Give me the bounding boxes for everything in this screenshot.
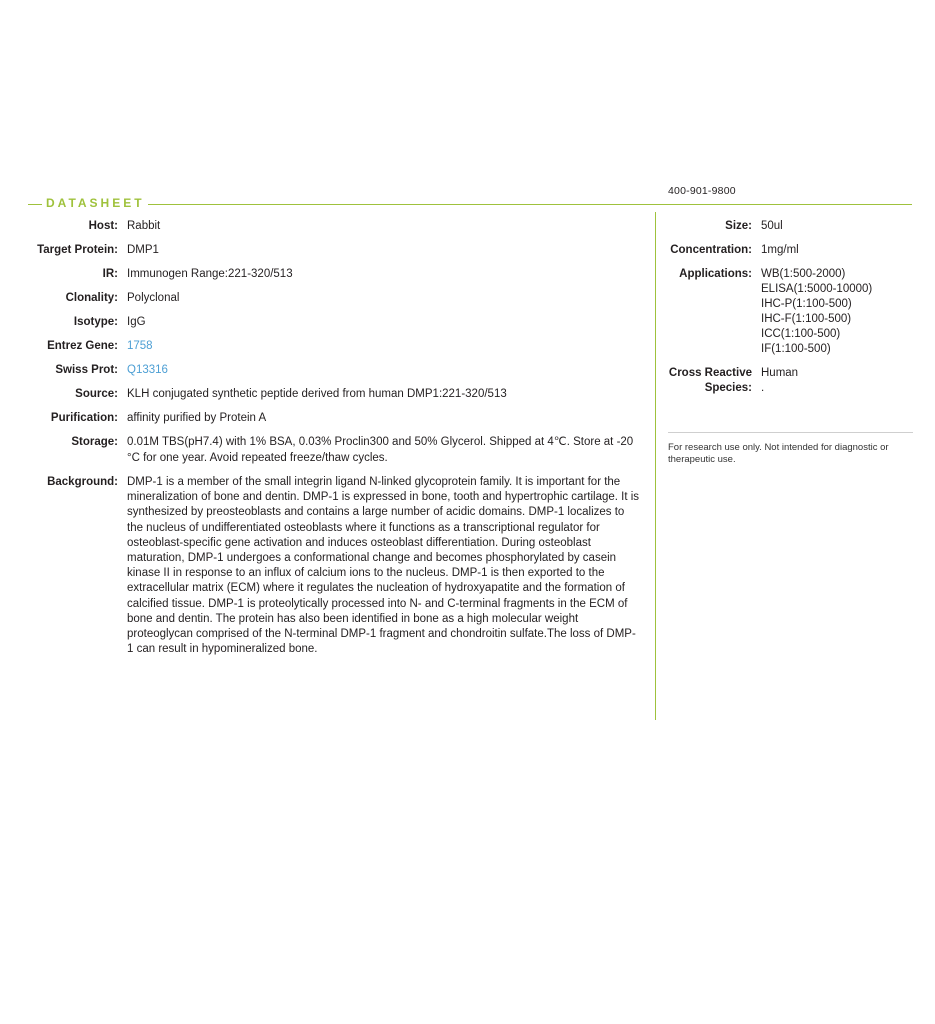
field-value: DMP-1 is a member of the small integrin ligand N-linked glycoprotein family. It is important for the mineralization of bone and dentin. DMP-1 is expressed in bone, tooth and hypertrophic cartilage. It is synthesized by preosteoblasts and contains a large number of acidic domains. DMP-1 localizes to the nucleus of undifferentiated osteoblasts where it functions as a transcriptional regulator for osteoblast-specific gene activation and induces osteoblast differentiation. During osteoblast maturation, DMP-1 undergoes a conformational change and becomes phosphorylated by casein kinase II in response to an influx of calcium ions to the nucleus. DMP-1 is then exported to the extracellular matrix (ECM) where it regulates the nucleation of hydroxyapatite and the formation of calcified tissue. DMP-1 is proteolytically processed into N- and C-terminal fragments in the ECM of bone and dentin. The protein has also been identified in bone as a high molecular weight proteoglycan comprised of the N-terminal DMP-1 fragment and chondroitin sulfate.The loss of DMP-1 can result in hypomineralized bone. [127, 476, 640, 656]
entrez-gene-link[interactable]: 1758 [127, 340, 153, 352]
field-label: Purification: [50, 412, 118, 424]
field-host [28, 219, 642, 234]
header-rule-right [148, 204, 912, 205]
field-label: Target Protein: [37, 244, 118, 256]
cross-reactive-label-line1: Cross Reactive [668, 367, 752, 379]
field-label: Source: [75, 388, 118, 400]
field-clonality [28, 291, 642, 306]
field-applications [660, 267, 928, 357]
field-swiss-prot [28, 363, 642, 378]
field-ir [28, 267, 642, 282]
left-specifications [28, 219, 642, 666]
field-value: IgG [127, 316, 146, 328]
field-value: 50ul [761, 220, 783, 232]
field-source [28, 387, 642, 402]
field-label: Swiss Prot: [55, 364, 118, 376]
field-concentration [660, 243, 928, 258]
field-value: DMP1 [127, 244, 159, 256]
field-size [660, 219, 928, 234]
field-label: Storage: [71, 436, 118, 448]
field-value: Immunogen Range:221-320/513 [127, 268, 293, 280]
field-label: Background: [47, 476, 118, 488]
field-label: IR: [102, 268, 118, 280]
swiss-prot-link[interactable]: Q13316 [127, 364, 168, 376]
cross-reactive-label-line2: Species: [704, 382, 752, 394]
field-label: Host: [88, 220, 118, 232]
disclaimer-divider [668, 432, 913, 433]
field-label: Applications: [679, 268, 752, 280]
application-item: IF(1:100-500) [761, 343, 831, 355]
page-title: DATASHEET [46, 196, 145, 210]
field-label [660, 366, 752, 396]
field-entrez-gene [28, 339, 642, 354]
field-isotype [28, 315, 642, 330]
contact-phone: 400-901-9800 [668, 185, 736, 197]
cross-reactive-item: Human [761, 367, 799, 379]
field-label: Size: [725, 220, 752, 232]
field-value: Rabbit [127, 220, 161, 232]
field-label: Isotype: [73, 316, 118, 328]
application-item: ICC(1:100-500) [761, 328, 841, 340]
applications-list [752, 267, 872, 357]
disclaimer-text: For research use only. Not intended for diagnostic or therapeutic use. [668, 442, 889, 465]
field-purification [28, 411, 642, 426]
cross-reactive-item: . [761, 382, 765, 394]
field-label: Clonality: [65, 292, 118, 304]
field-value: KLH conjugated synthetic peptide derived from human DMP1:221-320/513 [127, 388, 507, 400]
header-rule-left [28, 204, 42, 205]
application-item: ELISA(1:5000-10000) [761, 283, 873, 295]
field-cross-reactive-species [660, 366, 928, 396]
field-target-protein [28, 243, 642, 258]
column-divider [655, 212, 656, 720]
field-value: 0.01M TBS(pH7.4) with 1% BSA, 0.03% Proclin300 and 50% Glycerol. Shipped at 4℃. Store at -20 °C for one year. Avoid repeated freeze/thaw cycles. [127, 436, 634, 464]
application-item: WB(1:500-2000) [761, 268, 846, 280]
field-label: Entrez Gene: [47, 340, 118, 352]
field-value: 1mg/ml [761, 244, 799, 256]
field-label: Concentration: [670, 244, 752, 256]
field-value: affinity purified by Protein A [127, 412, 267, 424]
application-item: IHC-F(1:100-500) [761, 313, 852, 325]
cross-reactive-values [752, 366, 798, 396]
field-storage [28, 435, 642, 466]
application-item: IHC-P(1:100-500) [761, 298, 852, 310]
field-value: Polyclonal [127, 292, 180, 304]
field-background [28, 475, 642, 657]
datasheet-header [28, 196, 912, 212]
right-specifications [660, 219, 928, 405]
